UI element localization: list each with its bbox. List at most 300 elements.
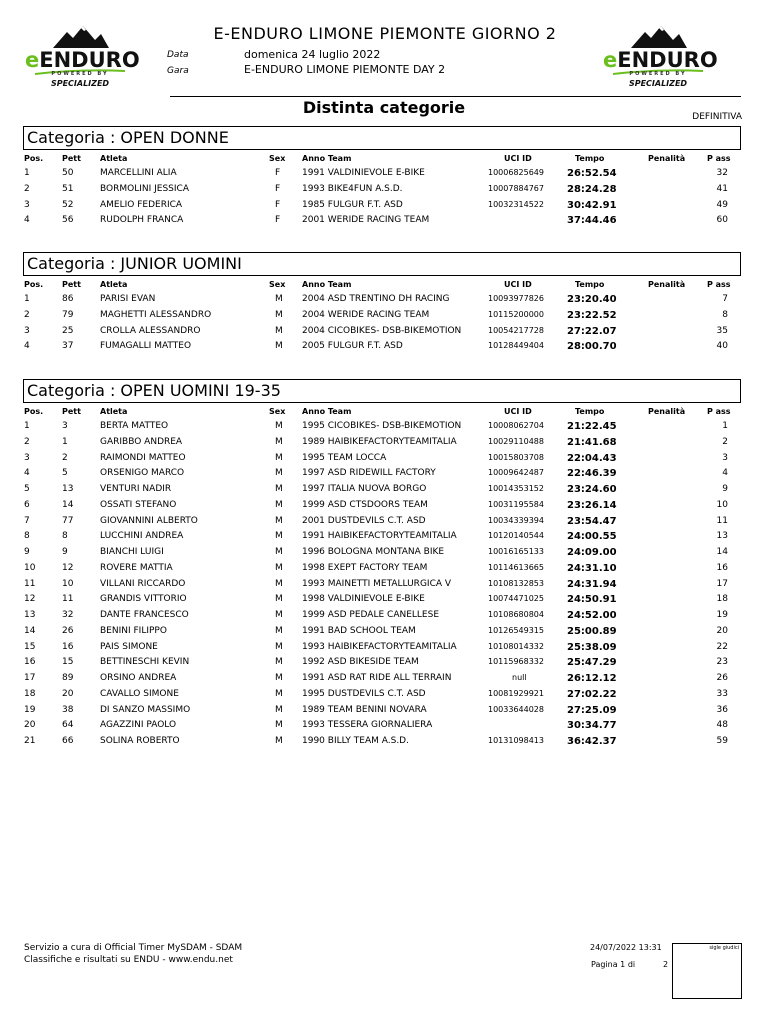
cell-pass: 23 bbox=[716, 657, 728, 668]
cell-pass: 59 bbox=[716, 736, 728, 746]
cell-pos: 2 bbox=[24, 436, 30, 447]
cell-pass: 22 bbox=[716, 641, 728, 652]
cell-sex: M bbox=[275, 641, 283, 652]
table-row bbox=[0, 642, 768, 656]
cell-anno-team: 1999 ASD PEDALE CANELLESE bbox=[302, 610, 440, 620]
cell-pos: 9 bbox=[24, 547, 30, 557]
cell-pett: 25 bbox=[62, 325, 74, 336]
cell-tempo: 22:46.39 bbox=[567, 468, 617, 480]
cell-uci: 10114613665 bbox=[488, 562, 544, 572]
cell-tempo: 25:38.09 bbox=[567, 641, 617, 653]
cell-uci: 10034339394 bbox=[488, 515, 544, 525]
cell-tempo: 21:41.68 bbox=[567, 436, 617, 448]
cell-tempo: 27:25.09 bbox=[567, 704, 617, 716]
cell-tempo: 37:44.46 bbox=[567, 215, 617, 227]
cell-pos: 18 bbox=[24, 688, 36, 699]
table-row bbox=[0, 705, 768, 719]
column-header-pett: Pett bbox=[62, 154, 81, 163]
footer-results: Classifiche e risultati su ENDU - www.endu.net bbox=[24, 955, 233, 965]
table-row bbox=[0, 184, 768, 198]
cell-pett: 51 bbox=[62, 183, 74, 194]
cell-pos: 15 bbox=[24, 641, 36, 652]
cell-atleta: BIANCHI LUIGI bbox=[100, 547, 164, 557]
cell-pass: 49 bbox=[716, 199, 728, 210]
table-row bbox=[0, 673, 768, 687]
cell-pass: 33 bbox=[716, 688, 728, 699]
cell-anno-team: 1991 HAIBIKEFACTORYTEAMITALIA bbox=[302, 531, 457, 542]
cell-atleta: GIOVANNINI ALBERTO bbox=[100, 515, 198, 526]
cell-pett: 9 bbox=[62, 547, 68, 557]
cell-pos: 4 bbox=[24, 341, 30, 352]
cell-anno-team: 2004 WERIDE RACING TEAM bbox=[302, 309, 430, 320]
cell-atleta: SOLINA ROBERTO bbox=[100, 736, 180, 746]
header-divider bbox=[170, 96, 741, 97]
cell-sex: M bbox=[275, 484, 283, 494]
column-header-pett: Pett bbox=[62, 407, 81, 416]
cell-sex: M bbox=[275, 610, 283, 620]
cell-pos: 2 bbox=[24, 183, 30, 194]
cell-uci: 10074471025 bbox=[488, 594, 544, 604]
cell-tempo: 30:34.77 bbox=[567, 720, 617, 732]
column-header-pos: Pos. bbox=[24, 280, 44, 289]
cell-tempo: 36:42.37 bbox=[567, 736, 617, 747]
table-row bbox=[0, 720, 768, 734]
cell-sex: M bbox=[275, 452, 283, 463]
cell-pass: 40 bbox=[716, 341, 728, 352]
cell-atleta: AGAZZINI PAOLO bbox=[100, 720, 177, 731]
cell-atleta: FUMAGALLI MATTEO bbox=[100, 341, 192, 352]
cell-uci: 10131098413 bbox=[488, 736, 544, 745]
cell-pett: 1 bbox=[62, 436, 68, 447]
cell-tempo: 28:24.28 bbox=[567, 183, 617, 195]
table-row bbox=[0, 468, 768, 482]
cell-pos: 1 bbox=[24, 168, 30, 178]
judges-box-label: sigle giudici bbox=[709, 945, 739, 951]
cell-tempo: 26:12.12 bbox=[567, 673, 617, 684]
table-row bbox=[0, 421, 768, 435]
cell-pett: 56 bbox=[62, 215, 74, 226]
cell-uci: 10081929921 bbox=[488, 688, 544, 698]
cell-uci: 10016165133 bbox=[488, 547, 544, 556]
cell-pett: 13 bbox=[62, 484, 74, 494]
cell-pett: 20 bbox=[62, 688, 74, 699]
cell-anno-team: 1995 CICOBIKES- DSB-BIKEMOTION bbox=[302, 421, 462, 431]
cell-uci: 10008062704 bbox=[488, 421, 544, 430]
date-value: domenica 24 luglio 2022 bbox=[244, 48, 381, 61]
cell-anno-team: 1997 ITALIA NUOVA BORGO bbox=[302, 484, 427, 494]
cell-pett: 37 bbox=[62, 341, 74, 352]
cell-uci: 10014353152 bbox=[488, 484, 544, 493]
table-row bbox=[0, 484, 768, 498]
column-header-atleta: Atleta bbox=[100, 280, 128, 289]
cell-sex: F bbox=[275, 168, 281, 178]
table-row bbox=[0, 453, 768, 467]
cell-pos: 14 bbox=[24, 625, 36, 636]
column-header-pass: P ass bbox=[707, 154, 731, 163]
cell-atleta: GRANDIS VITTORIO bbox=[100, 594, 187, 605]
cell-anno-team: 2001 DUSTDEVILS C.T. ASD bbox=[302, 515, 426, 526]
cell-sex: M bbox=[275, 657, 283, 668]
column-header-uci: UCI ID bbox=[504, 154, 532, 163]
cell-atleta: CAVALLO SIMONE bbox=[100, 688, 179, 699]
table-row bbox=[0, 310, 768, 324]
column-header-sex: Sex bbox=[269, 407, 286, 416]
column-header-uci: UCI ID bbox=[504, 407, 532, 416]
cell-uci: 10108014332 bbox=[488, 641, 544, 651]
cell-pos: 8 bbox=[24, 531, 30, 542]
cell-pett: 52 bbox=[62, 199, 74, 210]
column-header-uci: UCI ID bbox=[504, 280, 532, 289]
cell-pass: 19 bbox=[716, 610, 728, 620]
cell-atleta: MARCELLINI ALIA bbox=[100, 168, 177, 178]
cell-pett: 5 bbox=[62, 468, 68, 479]
cell-pett: 64 bbox=[62, 720, 74, 731]
cell-uci: 10128449404 bbox=[488, 341, 544, 351]
cell-pass: 7 bbox=[722, 294, 728, 304]
cell-anno-team: 1998 EXEPT FACTORY TEAM bbox=[302, 562, 428, 573]
category-title: Categoria : JUNIOR UOMINI bbox=[23, 252, 741, 276]
cell-pass: 10 bbox=[716, 499, 728, 510]
race-value: E-ENDURO LIMONE PIEMONTE DAY 2 bbox=[244, 63, 446, 76]
column-header-pos: Pos. bbox=[24, 407, 44, 416]
cell-sex: M bbox=[275, 625, 283, 636]
cell-uci: 10015803708 bbox=[488, 452, 544, 462]
race-label: Gara bbox=[167, 66, 189, 76]
logo-powered-by: POWERED BY bbox=[629, 71, 687, 77]
cell-pass: 26 bbox=[716, 673, 728, 683]
cell-anno-team: 1985 FULGUR F.T. ASD bbox=[302, 199, 403, 210]
table-row bbox=[0, 326, 768, 340]
cell-pass: 16 bbox=[716, 562, 728, 573]
cell-pett: 2 bbox=[62, 452, 68, 463]
cell-sex: M bbox=[275, 673, 283, 683]
column-header-penalita: Penalità bbox=[648, 407, 686, 416]
cell-pett: 3 bbox=[62, 421, 68, 431]
cell-anno-team: 1995 DUSTDEVILS C.T. ASD bbox=[302, 688, 426, 699]
cell-pass: 36 bbox=[716, 704, 728, 715]
cell-pett: 15 bbox=[62, 657, 74, 668]
cell-sex: M bbox=[275, 309, 283, 320]
cell-pass: 20 bbox=[716, 625, 728, 636]
category-title: Categoria : OPEN DONNE bbox=[23, 126, 741, 150]
table-row bbox=[0, 200, 768, 214]
cell-tempo: 24:00.55 bbox=[567, 531, 617, 543]
cell-pass: 2 bbox=[722, 436, 728, 447]
cell-sex: M bbox=[275, 325, 283, 336]
cell-anno-team: 1997 ASD RIDEWILL FACTORY bbox=[302, 468, 436, 479]
cell-pass: 41 bbox=[716, 183, 728, 194]
cell-pass: 3 bbox=[722, 452, 728, 463]
cell-pass: 11 bbox=[716, 515, 728, 526]
cell-uci: 10126549315 bbox=[488, 625, 544, 635]
column-header-tempo: Tempo bbox=[575, 154, 605, 163]
cell-pass: 1 bbox=[722, 421, 728, 431]
column-header-pos: Pos. bbox=[24, 154, 44, 163]
cell-pass: 17 bbox=[716, 578, 728, 589]
column-header-tempo: Tempo bbox=[575, 407, 605, 416]
judges-signature-box bbox=[672, 943, 742, 999]
cell-pos: 20 bbox=[24, 720, 36, 731]
cell-pass: 60 bbox=[716, 215, 728, 226]
cell-uci: 10115968332 bbox=[488, 657, 544, 667]
document-subtitle: Distinta categorie bbox=[302, 98, 466, 117]
table-row bbox=[0, 215, 768, 229]
cell-anno-team: 1991 ASD RAT RIDE ALL TERRAIN bbox=[302, 673, 452, 683]
column-header-atleta: Atleta bbox=[100, 407, 128, 416]
logo-powered-by: POWERED BY bbox=[51, 71, 109, 77]
logo-sponsor: SPECIALIZED bbox=[628, 79, 688, 88]
cell-uci: 10007884767 bbox=[488, 183, 544, 193]
table-row bbox=[0, 610, 768, 624]
cell-tempo: 23:54.47 bbox=[567, 515, 617, 527]
cell-uci: 10093977826 bbox=[488, 294, 544, 303]
cell-anno-team: 1990 BILLY TEAM A.S.D. bbox=[302, 736, 409, 746]
cell-atleta: DI SANZO MASSIMO bbox=[100, 704, 191, 715]
cell-atleta: AMELIO FEDERICA bbox=[100, 199, 183, 210]
cell-anno-team: 1989 TEAM BENINI NOVARA bbox=[302, 704, 427, 715]
logo-sponsor: SPECIALIZED bbox=[50, 79, 110, 88]
cell-sex: M bbox=[275, 421, 283, 431]
cell-uci: 10054217728 bbox=[488, 325, 544, 335]
table-row bbox=[0, 437, 768, 451]
cell-pett: 50 bbox=[62, 168, 74, 178]
table-row bbox=[0, 500, 768, 514]
logo-wordmark: eENDURO bbox=[603, 48, 718, 72]
cell-anno-team: 1993 HAIBIKEFACTORYTEAMITALIA bbox=[302, 641, 457, 652]
cell-atleta: VENTURI NADIR bbox=[100, 484, 172, 494]
cell-tempo: 21:22.45 bbox=[567, 421, 617, 432]
cell-pos: 1 bbox=[24, 294, 30, 304]
cell-sex: F bbox=[275, 215, 281, 226]
cell-tempo: 23:26.14 bbox=[567, 499, 617, 511]
cell-tempo: 23:22.52 bbox=[567, 309, 617, 321]
cell-pos: 16 bbox=[24, 657, 36, 668]
cell-pos: 10 bbox=[24, 562, 36, 573]
cell-tempo: 27:22.07 bbox=[567, 325, 617, 337]
cell-uci: 10031195584 bbox=[488, 499, 544, 509]
cell-pett: 8 bbox=[62, 531, 68, 542]
cell-atleta: BERTA MATTEO bbox=[100, 421, 169, 431]
cell-atleta: RUDOLPH FRANCA bbox=[100, 215, 184, 226]
column-header-sex: Sex bbox=[269, 154, 286, 163]
print-datetime: 24/07/2022 13:31 bbox=[590, 943, 662, 952]
cell-tempo: 27:02.22 bbox=[567, 688, 617, 700]
cell-pos: 3 bbox=[24, 199, 30, 210]
cell-sex: F bbox=[275, 199, 281, 210]
cell-atleta: LUCCHINI ANDREA bbox=[100, 531, 184, 542]
cell-atleta: GARIBBO ANDREA bbox=[100, 436, 183, 447]
cell-uci: 10108132853 bbox=[488, 578, 544, 588]
cell-sex: M bbox=[275, 294, 283, 304]
cell-pett: 66 bbox=[62, 736, 74, 746]
cell-anno-team: 1991 BAD SCHOOL TEAM bbox=[302, 625, 416, 636]
cell-uci: 10006825649 bbox=[488, 168, 544, 177]
event-title: E-ENDURO LIMONE PIEMONTE GIORNO 2 bbox=[213, 24, 557, 43]
cell-sex: M bbox=[275, 515, 283, 526]
cell-pett: 77 bbox=[62, 515, 74, 526]
cell-uci: 10029110488 bbox=[488, 436, 544, 446]
column-header-tempo: Tempo bbox=[575, 280, 605, 289]
enduro-logo-left bbox=[25, 24, 140, 94]
cell-uci: 10115200000 bbox=[488, 309, 544, 319]
cell-tempo: 25:00.89 bbox=[567, 625, 617, 637]
cell-sex: M bbox=[275, 341, 283, 352]
cell-sex: M bbox=[275, 562, 283, 573]
cell-atleta: VILLANI RICCARDO bbox=[100, 578, 186, 589]
cell-tempo: 30:42.91 bbox=[567, 199, 617, 211]
cell-tempo: 24:52.00 bbox=[567, 610, 617, 621]
cell-atleta: PARISI EVAN bbox=[100, 294, 156, 304]
cell-atleta: DANTE FRANCESCO bbox=[100, 610, 189, 620]
table-row bbox=[0, 547, 768, 561]
cell-uci: 10032314522 bbox=[488, 199, 544, 209]
cell-pass: 4 bbox=[722, 468, 728, 479]
date-label: Data bbox=[167, 50, 189, 60]
mountain-icon bbox=[631, 24, 687, 48]
cell-pos: 5 bbox=[24, 484, 30, 494]
table-row bbox=[0, 594, 768, 608]
cell-pett: 89 bbox=[62, 673, 74, 683]
cell-uci: 10009642487 bbox=[488, 468, 544, 478]
cell-sex: M bbox=[275, 531, 283, 542]
cell-pett: 14 bbox=[62, 499, 74, 510]
table-row bbox=[0, 531, 768, 545]
cell-anno-team: 1989 HAIBIKEFACTORYTEAMITALIA bbox=[302, 436, 457, 447]
cell-atleta: ORSINO ANDREA bbox=[100, 673, 177, 683]
cell-pos: 11 bbox=[24, 578, 36, 589]
table-row bbox=[0, 736, 768, 750]
cell-pos: 13 bbox=[24, 610, 36, 620]
table-row bbox=[0, 563, 768, 577]
cell-sex: M bbox=[275, 688, 283, 699]
cell-tempo: 22:04.43 bbox=[567, 452, 617, 464]
mountain-icon bbox=[53, 24, 109, 48]
cell-pass: 32 bbox=[716, 168, 728, 178]
cell-sex: M bbox=[275, 578, 283, 589]
cell-sex: M bbox=[275, 499, 283, 510]
column-header-anno-team: Anno Team bbox=[302, 154, 352, 163]
cell-pett: 10 bbox=[62, 578, 74, 589]
cell-pos: 7 bbox=[24, 515, 30, 526]
column-header-penalita: Penalità bbox=[648, 280, 686, 289]
cell-tempo: 24:50.91 bbox=[567, 594, 617, 606]
cell-anno-team: 1993 TESSERA GIORNALIERA bbox=[302, 720, 433, 731]
cell-anno-team: 1993 MAINETTI METALLURGICA V bbox=[302, 578, 452, 589]
cell-pos: 4 bbox=[24, 468, 30, 479]
cell-pos: 4 bbox=[24, 215, 30, 226]
cell-tempo: 25:47.29 bbox=[567, 657, 617, 669]
cell-pett: 32 bbox=[62, 610, 74, 620]
cell-atleta: PAIS SIMONE bbox=[100, 641, 158, 652]
cell-pos: 3 bbox=[24, 325, 30, 336]
table-row bbox=[0, 168, 768, 182]
cell-anno-team: 2004 CICOBIKES- DSB-BIKEMOTION bbox=[302, 325, 462, 336]
cell-sex: M bbox=[275, 594, 283, 605]
cell-pett: 79 bbox=[62, 309, 74, 320]
column-header-anno-team: Anno Team bbox=[302, 407, 352, 416]
column-header-pett: Pett bbox=[62, 280, 81, 289]
table-row bbox=[0, 689, 768, 703]
page-label: Pagina 1 di bbox=[591, 960, 636, 969]
cell-atleta: BENINI FILIPPO bbox=[100, 625, 167, 636]
cell-atleta: BORMOLINI JESSICA bbox=[100, 183, 189, 194]
column-header-pass: P ass bbox=[707, 280, 731, 289]
cell-sex: F bbox=[275, 183, 281, 194]
cell-pos: 6 bbox=[24, 499, 30, 510]
cell-pos: 3 bbox=[24, 452, 30, 463]
cell-anno-team: 1991 VALDINIEVOLE E-BIKE bbox=[302, 168, 425, 178]
cell-tempo: 24:31.94 bbox=[567, 578, 617, 590]
cell-tempo: 26:52.54 bbox=[567, 168, 617, 179]
cell-pett: 26 bbox=[62, 625, 74, 636]
cell-pass: 18 bbox=[716, 594, 728, 605]
page-total: 2 bbox=[663, 960, 669, 969]
cell-pass: 13 bbox=[716, 531, 728, 542]
cell-pett: 16 bbox=[62, 641, 74, 652]
table-row bbox=[0, 341, 768, 355]
cell-pass: 48 bbox=[716, 720, 728, 731]
cell-pos: 1 bbox=[24, 421, 30, 431]
cell-anno-team: 1999 ASD CTSDOORS TEAM bbox=[302, 499, 428, 510]
cell-atleta: MAGHETTI ALESSANDRO bbox=[100, 309, 212, 320]
column-header-sex: Sex bbox=[269, 280, 286, 289]
cell-anno-team: 1995 TEAM LOCCA bbox=[302, 452, 387, 463]
table-row bbox=[0, 579, 768, 593]
cell-pos: 19 bbox=[24, 704, 36, 715]
cell-tempo: 24:09.00 bbox=[567, 547, 617, 558]
cell-anno-team: 1996 BOLOGNA MONTANA BIKE bbox=[302, 547, 445, 557]
cell-sex: M bbox=[275, 547, 283, 557]
table-row bbox=[0, 294, 768, 308]
cell-sex: M bbox=[275, 736, 283, 746]
cell-atleta: ROVERE MATTIA bbox=[100, 562, 173, 573]
cell-anno-team: 2004 ASD TRENTINO DH RACING bbox=[302, 294, 450, 304]
cell-anno-team: 1992 ASD BIKESIDE TEAM bbox=[302, 657, 419, 668]
status-label: DEFINITIVA bbox=[692, 112, 742, 122]
cell-tempo: 23:24.60 bbox=[567, 484, 617, 495]
cell-atleta: CROLLA ALESSANDRO bbox=[100, 325, 201, 336]
cell-tempo: 28:00.70 bbox=[567, 341, 617, 353]
cell-tempo: 24:31.10 bbox=[567, 562, 617, 574]
footer-service: Servizio a cura di Official Timer MySDAM - SDAM bbox=[24, 943, 243, 953]
cell-anno-team: 1993 BIKE4FUN A.S.D. bbox=[302, 183, 403, 194]
cell-uci: null bbox=[512, 673, 527, 682]
cell-sex: M bbox=[275, 704, 283, 715]
column-header-atleta: Atleta bbox=[100, 154, 128, 163]
table-row bbox=[0, 516, 768, 530]
cell-uci: 10108680804 bbox=[488, 610, 544, 619]
cell-pett: 86 bbox=[62, 294, 74, 304]
cell-pass: 8 bbox=[722, 309, 728, 320]
cell-pett: 11 bbox=[62, 594, 74, 605]
cell-uci: 10033644028 bbox=[488, 704, 544, 714]
cell-pos: 17 bbox=[24, 673, 36, 683]
cell-uci: 10120140544 bbox=[488, 531, 544, 541]
cell-sex: M bbox=[275, 720, 283, 731]
cell-pass: 14 bbox=[716, 547, 728, 557]
column-header-pass: P ass bbox=[707, 407, 731, 416]
cell-atleta: ORSENIGO MARCO bbox=[100, 468, 185, 479]
cell-anno-team: 2001 WERIDE RACING TEAM bbox=[302, 215, 430, 226]
cell-atleta: OSSATI STEFANO bbox=[100, 499, 177, 510]
cell-pos: 12 bbox=[24, 594, 36, 605]
cell-anno-team: 1998 VALDINIEVOLE E-BIKE bbox=[302, 594, 425, 605]
cell-pos: 2 bbox=[24, 309, 30, 320]
category-title: Categoria : OPEN UOMINI 19-35 bbox=[23, 379, 741, 403]
table-row bbox=[0, 657, 768, 671]
cell-pass: 9 bbox=[722, 484, 728, 494]
cell-tempo: 23:20.40 bbox=[567, 294, 617, 305]
